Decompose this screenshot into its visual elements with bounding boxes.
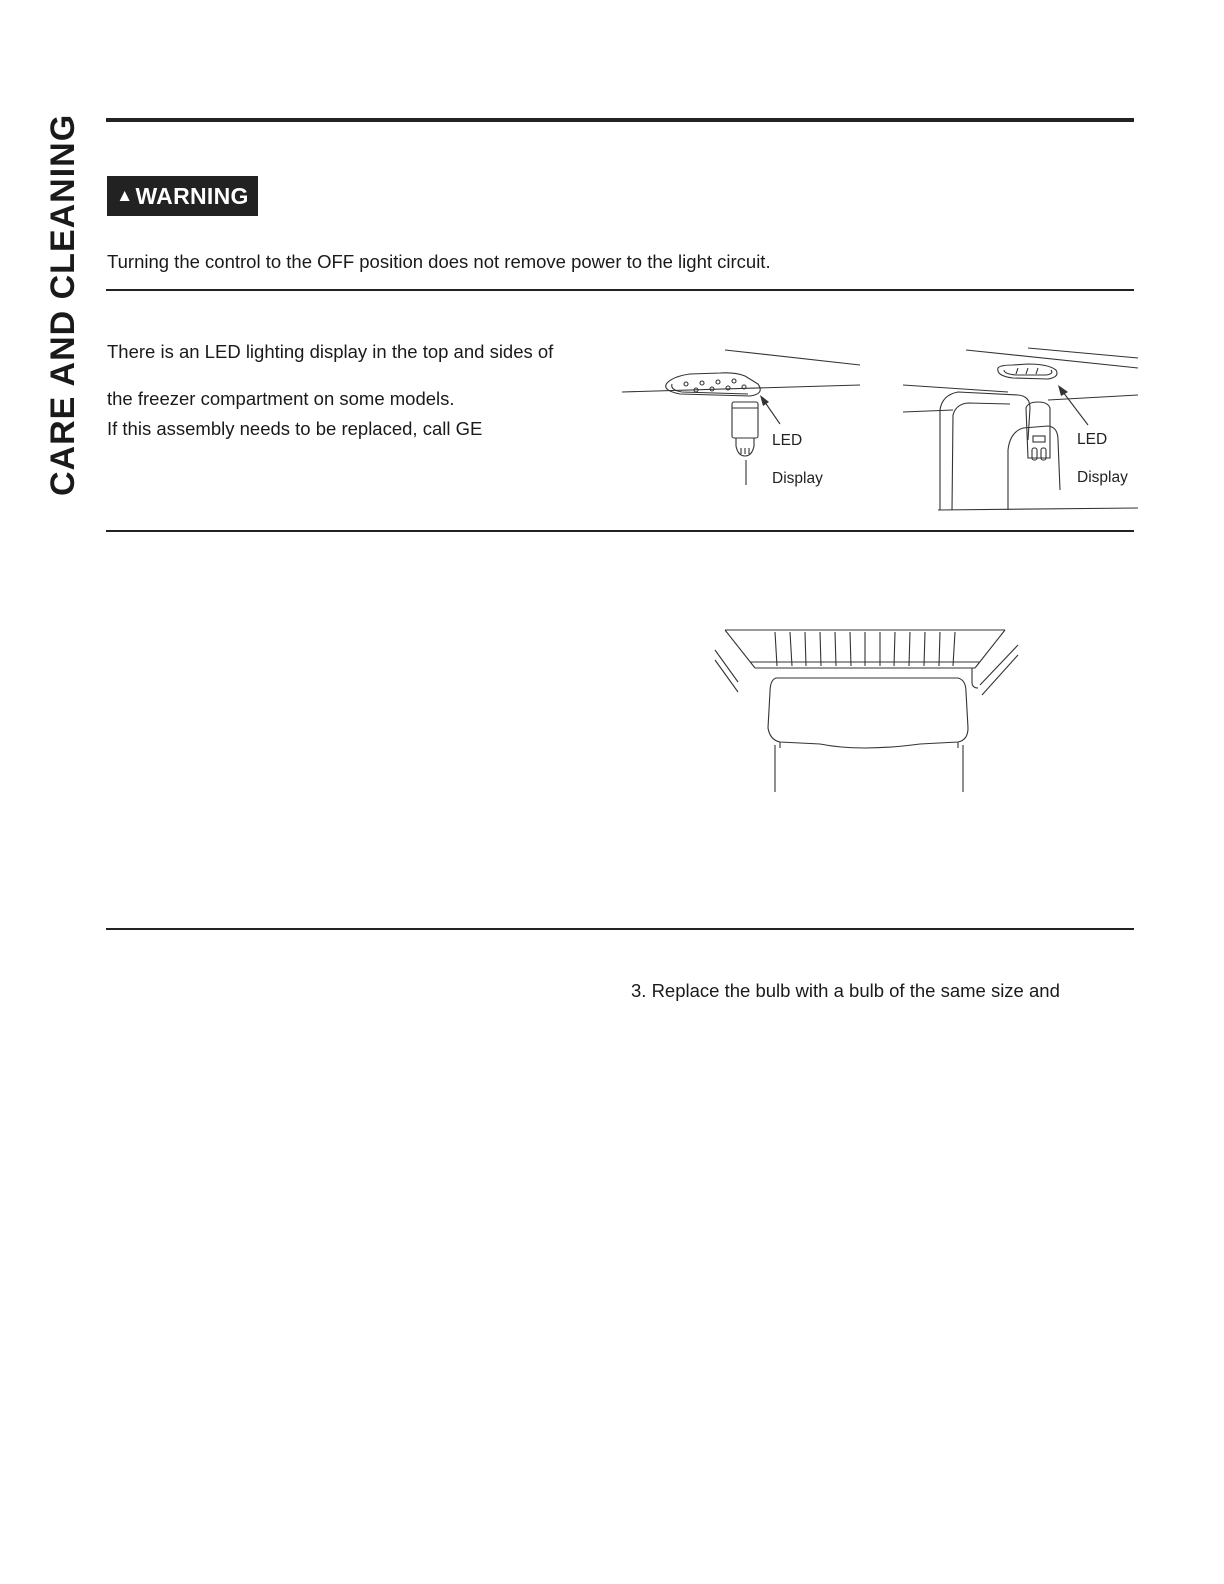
led-label: LED (1077, 431, 1108, 448)
section-side-title: CARE AND CLEANING (44, 113, 82, 496)
led-side-illustration (898, 340, 1140, 520)
led-paragraph-line: the freezer compartment on some models. (107, 388, 455, 409)
display-label: Display (772, 470, 823, 487)
display-label: Display (1077, 469, 1128, 486)
led-ceiling-illustration (620, 340, 870, 520)
top-rule (106, 118, 1134, 122)
warning-text: Turning the control to the OFF position does not remove power to the light circuit. (107, 251, 771, 272)
divider-rule (106, 928, 1134, 930)
divider-rule (106, 530, 1134, 532)
divider-rule (106, 289, 1134, 291)
warning-badge-label: WARNING (135, 182, 249, 209)
led-label: LED (772, 432, 803, 449)
light-shield-illustration (710, 620, 1025, 800)
step-3-text: 3. Replace the bulb with a bulb of the same size and (631, 980, 1060, 1001)
led-paragraph-line: There is an LED lighting display in the top and sides of (107, 341, 554, 362)
warning-badge (107, 176, 258, 216)
led-paragraph-line: If this assembly needs to be replaced, call GE (107, 418, 483, 439)
warning-triangle-icon: ▲ (116, 186, 134, 205)
